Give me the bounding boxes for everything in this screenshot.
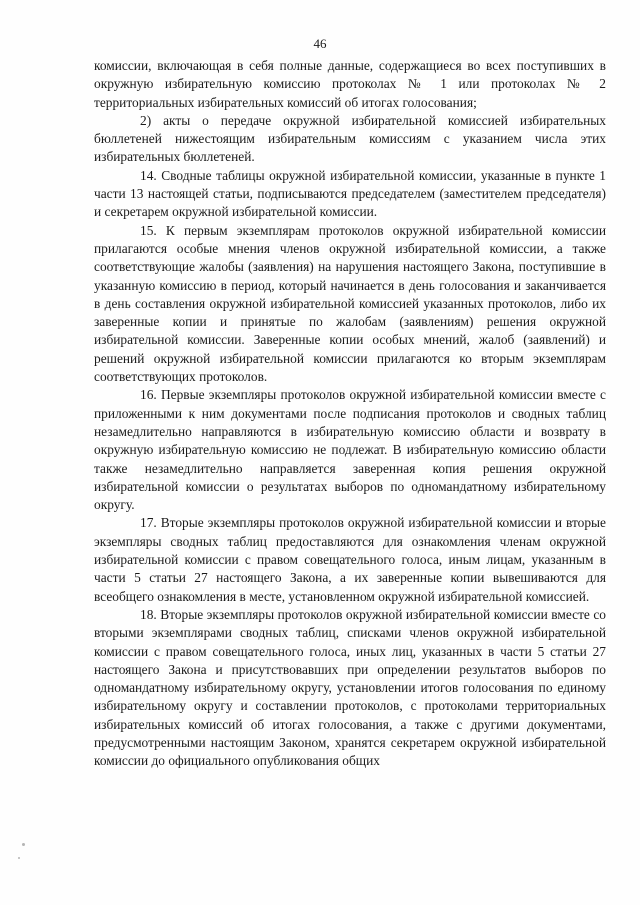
document-body — [94, 57, 606, 771]
paragraph-continued: комиссии, включающая в себя полные данные, содержащиеся во всех поступивших в окружную избирательную комиссию протоколах № 1 или протоколах № 2 территориальных избирательных комиссий об итогах голосования; — [94, 58, 606, 110]
page-number: 46 — [313, 36, 327, 51]
paragraph-15: 15. К первым экземплярам протоколов окружной избирательной комиссии прилагаются особые мнения членов окружной избирательной комиссии, а также соответствующие жалобы (заявления) на нарушения настоящего Закона, поступившие в указанную комиссию в период, который начинается в день голосования и заканчивается в день составления окружной избирательной комиссией указанных протоколов, либо их заверенные копии и принятые по жалобам (заявлениям) решения окружной избирательной комиссии. Заверенные копии особых мнений, жалоб (заявлений) и решений окружной избирательной комиссии прилагаются ко вторым экземплярам соответствующих протоколов. — [94, 222, 606, 385]
paragraph-18: 18. Вторые экземпляры протоколов окружной избирательной комиссии вместе со вторыми экземплярами сводных таблиц, списками членов окружной избирательной комиссии с правом совещательного голоса, иных лиц, указанных в части 5 статьи 27 настоящего Закона и присутствовавших при определении результатов выборов по одномандатному избирательному округу, установлении итогов голосования по единому избирательному округу и составлении протоколов, с протоколами территориальных избирательных комиссий об итогах голосования, а также с другими документами, предусмотренными настоящим Законом, хранятся секретарем окружной избирательной комиссии до официального опубликования общих — [94, 606, 606, 769]
paragraph-17: 17. Вторые экземпляры протоколов окружной избирательной комиссии и вторые экземпляры сводных таблиц предоставляются для ознакомления членам окружной избирательной комиссии с правом совещательного голоса, иным лицам, указанным в части 5 статьи 27 настоящего Закона, а их заверенные копии вывешиваются для всеобщего ознакомления в месте, установленном окружной избирательной комиссией. — [94, 515, 606, 604]
paragraph-16: 16. Первые экземпляры протоколов окружной избирательной комиссии вместе с приложенными к ним документами после подписания протоколов и сводных таблиц незамедлительно направляются в избирательную комиссию области и возврату в окружную избирательную комиссию не подлежат. В избирательную комиссию области также незамедлительно направляется заверенная копия решения окружной избирательной комиссии о результатах выборов по одномандатному избирательному округу. — [94, 387, 606, 513]
paragraph-14: 14. Сводные таблицы окружной избирательной комиссии, указанные в пункте 1 части 13 настоящей статьи, подписываются председателем (заместителем председателя) и секретарем окружной избирательной комиссии. — [94, 167, 606, 220]
scan-speck — [18, 857, 20, 859]
scan-speck — [22, 843, 25, 846]
paragraph-item-2: 2) акты о передаче окружной избирательной комиссией избирательных бюллетеней нижестоящим избирательным комиссиям с указанием числа этих избирательных бюллетеней. — [94, 112, 606, 165]
